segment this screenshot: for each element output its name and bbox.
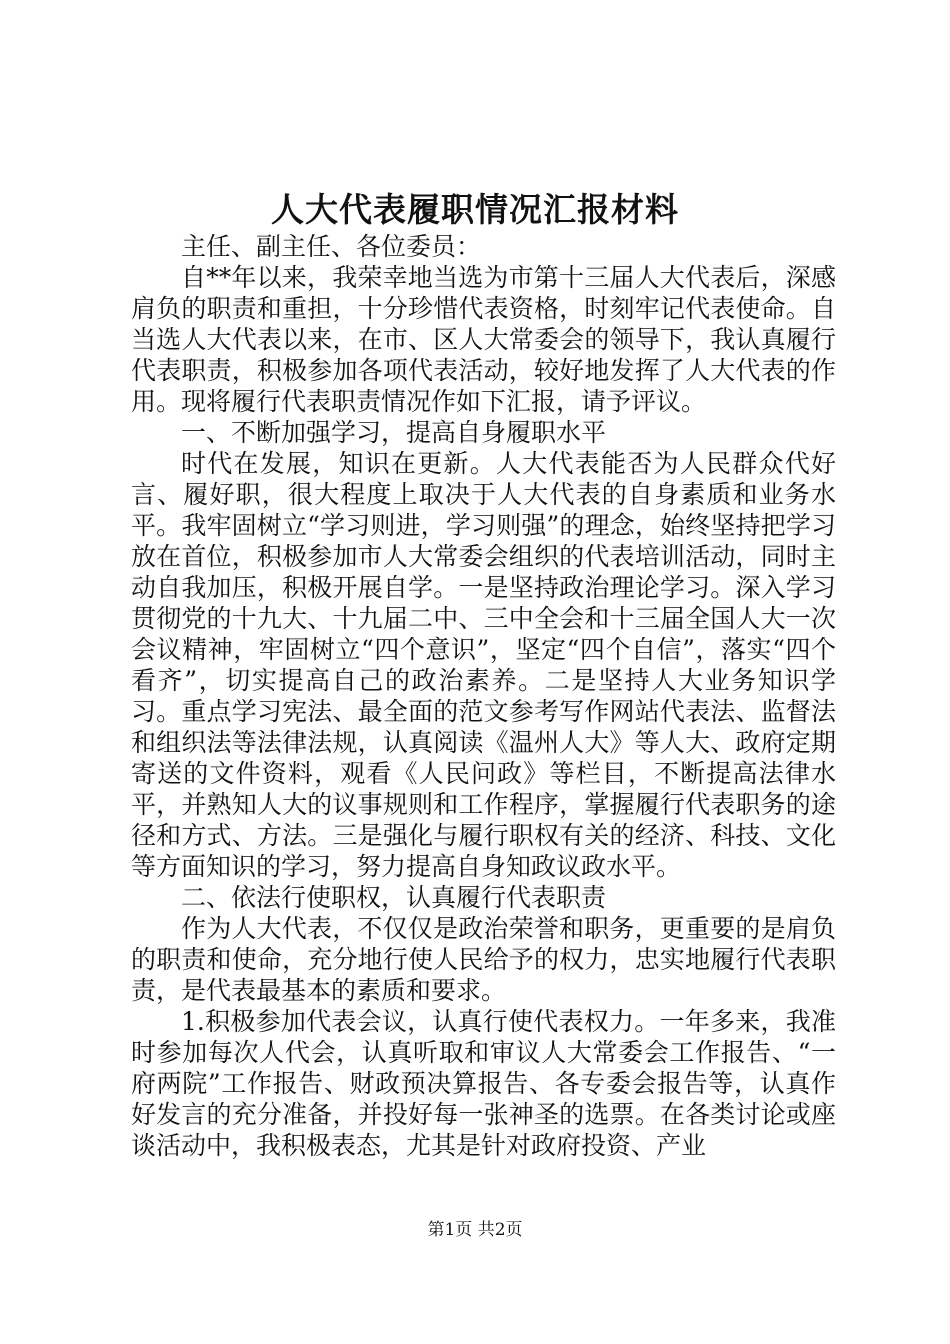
page-title: 人大代表履职情况汇报材料 <box>271 190 679 229</box>
document-body <box>131 231 836 1161</box>
paragraph-study: 时代在发展，知识在更新。人大代表能否为人民群众代好言、履好职，很大程度上取决于人大代表的自身素质和业务水平。我牢固树立“学习则进，学习则强”的理念，始终坚持把学习放在首位，积极参加市人大常委会组织的代表培训活动，同时主动自我加压，积极开展自学。一是坚持政治理论学习。深入学习贯彻党的十九大、十九届二中、三中全会和十三届全国人大一次会议精神，牢固树立“四个意识”，坚定“四个自信”，落实“四个看齐”，切实提高自己的政治素养。二是坚持人大业务知识学习。重点学习宪法、最全面的范文参考写作网站代表法、监督法和组织法等法律法规，认真阅读《温州人大》等人大、政府定期寄送的文件资料，观看《人民问政》等栏目，不断提高法律水平，并熟知人大的议事规则和工作程序，掌握履行代表职务的途径和方式、方法。三是强化与履行职权有关的经济、科技、文化等方面知识的学习，努力提高自身知政议政水平。 <box>131 449 836 881</box>
paragraph-intro: 自**年以来，我荣幸地当选为市第十三届人大代表后，深感肩负的职责和重担，十分珍惜代表资格，时刻牢记代表使命。自当选人大代表以来，在市、区人大常委会的领导下，我认真履行代表职责，积极参加各项代表活动，较好地发挥了人大代表的作用。现将履行代表职责情况作如下汇报，请予评议。 <box>131 263 836 416</box>
page-footer: 第1页 共2页 <box>427 1220 523 1240</box>
paragraph-duty: 作为人大代表，不仅仅是政治荣誉和职务，更重要的是肩负的职责和使命，充分地行使人民给予的权力，忠实地履行代表职责，是代表最基本的素质和要求。 <box>131 914 836 1005</box>
salutation: 主任、副主任、各位委员： <box>181 232 482 261</box>
paragraph-meetings: 1.积极参加代表会议，认真行使代表权力。一年多来，我准时参加每次人代会，认真听取和审议人大常委会工作报告、“一府两院”工作报告、财政预决算报告、各专委会报告等，认真作好发言的充分准备，并投好每一张神圣的选票。在各类讨论或座谈活动中，我积极表态，尤其是针对政府投资、产业 <box>131 1007 836 1160</box>
section-heading-2: 二、依法行使职权，认真履行代表职责 <box>181 883 607 912</box>
section-heading-1: 一、不断加强学习，提高自身履职水平 <box>181 418 607 447</box>
